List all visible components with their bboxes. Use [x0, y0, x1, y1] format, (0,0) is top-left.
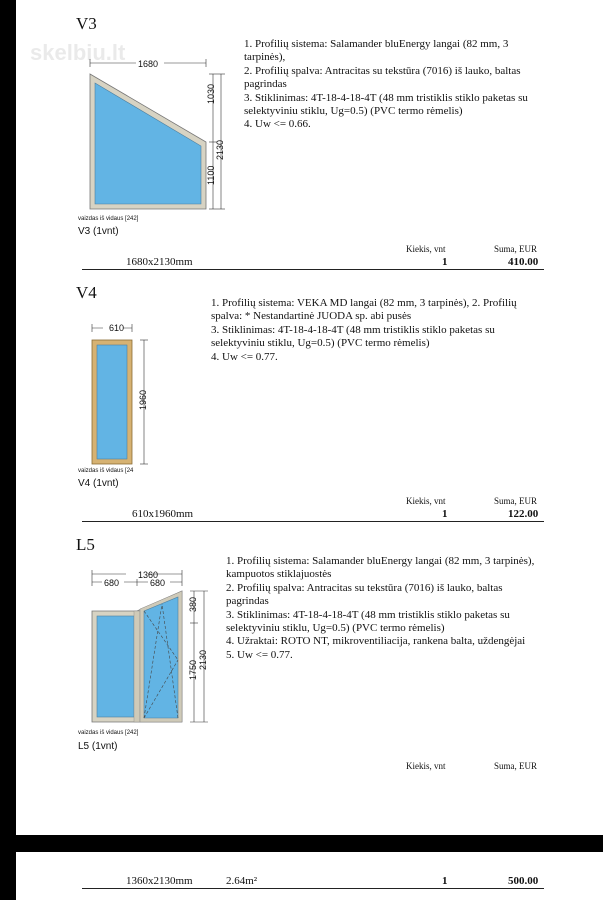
sum-header-l5: Suma, EUR — [494, 761, 538, 771]
window-drawing-v4 — [78, 318, 168, 468]
spec-l5: 1. Profilių sistema: Salamander bluEnergy langai (82 mm, 3 tarpinės), kampuotos stiklajuostės 2. Profilių spalva: Antracitas su tekstūra (7016) iš lauko, baltas pagrindas 3. Stiklinimas: 4T-18-4-18-4T (48 mm tristiklis stiklo paketas su selektyviniu stiklu, Ug=0.5) (PVC termo rėmelis) 4. Užraktai: ROTO NT, mikroventiliacija, rankena balta, uždengėjai 5. Uw <= 0.77. — [226, 555, 535, 661]
window-drawing-l5 — [78, 565, 238, 735]
quote-page — [16, 0, 603, 835]
sum-header-v4: Suma, EUR — [494, 496, 538, 506]
sum-header-v3: Suma, EUR — [494, 244, 538, 254]
sum-v4: 122.00 — [508, 508, 539, 520]
dim-right-l5: 680 — [150, 578, 166, 588]
qty-v4: 1 — [442, 508, 448, 520]
dim-lower-l5: 1750 — [188, 659, 198, 680]
dim-height-v4: 1960 — [138, 389, 148, 410]
dim-total-l5: 2130 — [198, 649, 208, 670]
label-v4: V4 (1vnt) — [78, 478, 119, 489]
row-rule-v4 — [82, 521, 544, 522]
label-v3: V3 (1vnt) — [78, 226, 119, 237]
sum-l5: 500.00 — [508, 875, 539, 887]
size-v3: 1680x2130mm — [126, 256, 193, 268]
section-title-l5: L5 — [76, 535, 95, 554]
quote-page-continued — [16, 852, 603, 900]
section-title-v4: V4 — [76, 283, 97, 302]
dim-width-l5: 1360 — [138, 570, 159, 580]
spec-v4: 1. Profilių sistema: VEKA MD langai (82 mm, 3 tarpinės), 2. Profilių spalva: * Nestandartinė JUODA sp. abi pusės 3. Stiklinimas: 4T-18-4-18-4T (48 mm tristiklis stiklo paketas su selektyviniu stiklu, Ug=0.5) (PVC termo rėmelis) 4. Uw <= 0.77. — [211, 297, 517, 363]
qty-header-v4: Kiekis, vnt — [406, 496, 446, 506]
row-rule-v3 — [82, 269, 544, 270]
qty-l5: 1 — [442, 875, 448, 887]
caption-l5: vaizdas iš vidaus [242] — [78, 730, 139, 736]
caption-v3: vaizdas iš vidaus [242] — [78, 216, 139, 222]
window-drawing-v3 — [78, 52, 238, 222]
spec-v3: 1. Profilių sistema: Salamander bluEnergy langai (82 mm, 3 tarpinės), 2. Profilių spalva: Antracitas su tekstūra (7016) iš lauko, baltas pagrindas 3. Stiklinimas: 4T-18-4-18-4T (48 mm tristiklis stiklo paketas su selektyviniu stiklu, Ug=0.5) (PVC termo rėmelis) 4. Uw <= 0.66. — [244, 38, 528, 131]
qty-header-l5: Kiekis, vnt — [406, 761, 446, 771]
section-title-v3: V3 — [76, 14, 97, 33]
label-l5: L5 (1vnt) — [78, 741, 118, 752]
size-l5: 1360x2130mm — [126, 875, 193, 887]
dim-width-v4: 610 — [109, 323, 125, 333]
dim-width-v3: 1680 — [138, 59, 159, 69]
watermark: skelbiu.lt — [30, 40, 126, 65]
sum-v3: 410.00 — [508, 256, 539, 268]
dim-lower-v3: 1100 — [206, 165, 216, 185]
dim-left-l5: 680 — [104, 578, 120, 588]
area-l5: 2.64m² — [226, 875, 258, 887]
dim-upper-l5: 380 — [188, 596, 198, 612]
size-v4: 610x1960mm — [132, 508, 194, 520]
dim-upper-v3: 1030 — [206, 83, 216, 104]
qty-header-v3: Kiekis, vnt — [406, 244, 446, 254]
qty-v3: 1 — [442, 256, 448, 268]
dim-total-v3: 2130 — [215, 139, 225, 160]
caption-v4: vaizdas iš vidaus [24 — [78, 468, 134, 474]
row-rule-l5 — [82, 888, 544, 889]
